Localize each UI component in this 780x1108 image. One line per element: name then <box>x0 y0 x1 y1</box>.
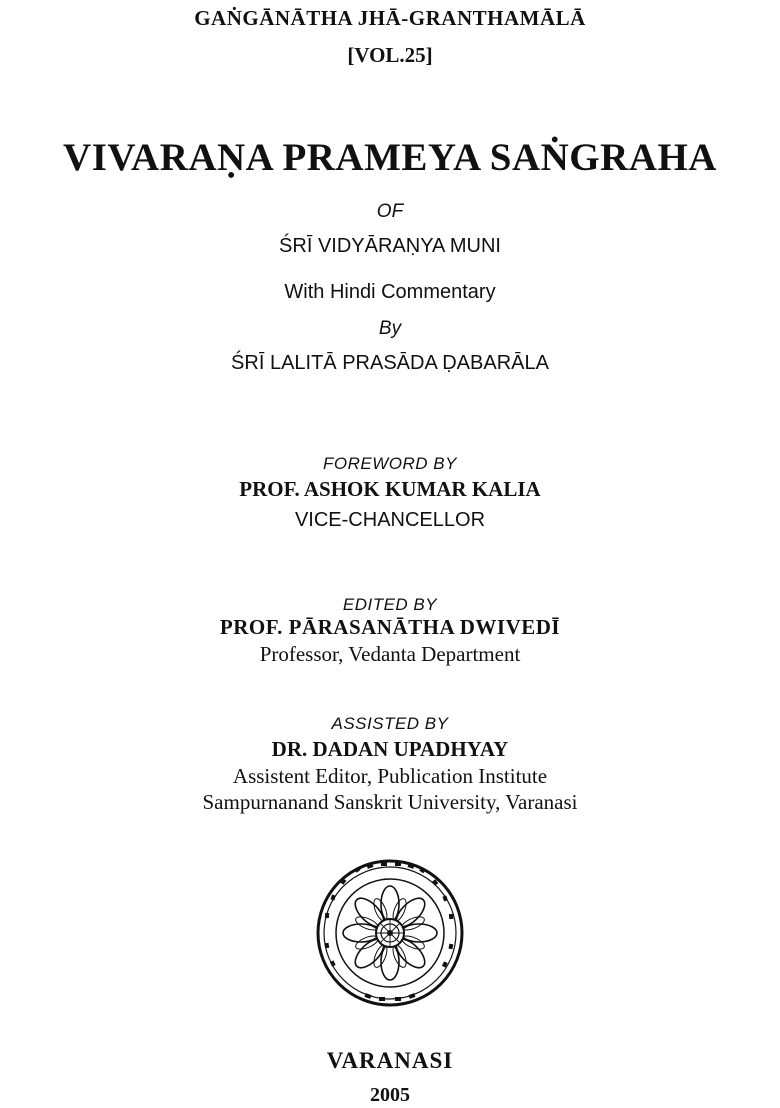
by-label: By <box>378 318 402 339</box>
book-title: VIVARAṆA PRAMEYA SAṄGRAHA <box>63 136 717 179</box>
assistant-role: Assistent Editor, Publication Institute <box>232 764 548 788</box>
author-name: ŚRĪ VIDYĀRAṆYA MUNI <box>279 235 501 257</box>
assistant-label: ASSISTED BY <box>331 714 449 733</box>
editor-role: Professor, Vedanta Department <box>259 642 521 666</box>
commentator-name: ŚRĪ LALITĀ PRASĀDA ḌABARĀLA <box>231 352 549 374</box>
foreword-label: FOREWORD BY <box>323 454 457 473</box>
assistant-institution: Sampurnanand Sanskrit University, Varanasi <box>202 790 578 814</box>
volume-number: [VOL.25] <box>347 43 433 67</box>
publication-year: 2005 <box>370 1084 410 1106</box>
university-seal-icon <box>315 858 465 1008</box>
foreword-author-role: VICE-CHANCELLOR <box>294 509 486 531</box>
editor-name: PROF. PĀRASANĀTHA DWIVEDĪ <box>219 615 561 639</box>
foreword-author: PROF. ASHOK KUMAR KALIA <box>239 477 541 501</box>
commentary-note: With Hindi Commentary <box>284 281 496 303</box>
of-label: OF <box>376 201 404 222</box>
series-title: GAṄGĀNĀTHA JHĀ-GRANTHAMĀLĀ <box>194 6 586 30</box>
editor-label: EDITED BY <box>342 595 438 614</box>
assistant-name: DR. DADAN UPADHYAY <box>271 737 509 761</box>
publication-city: VARANASI <box>326 1048 454 1073</box>
